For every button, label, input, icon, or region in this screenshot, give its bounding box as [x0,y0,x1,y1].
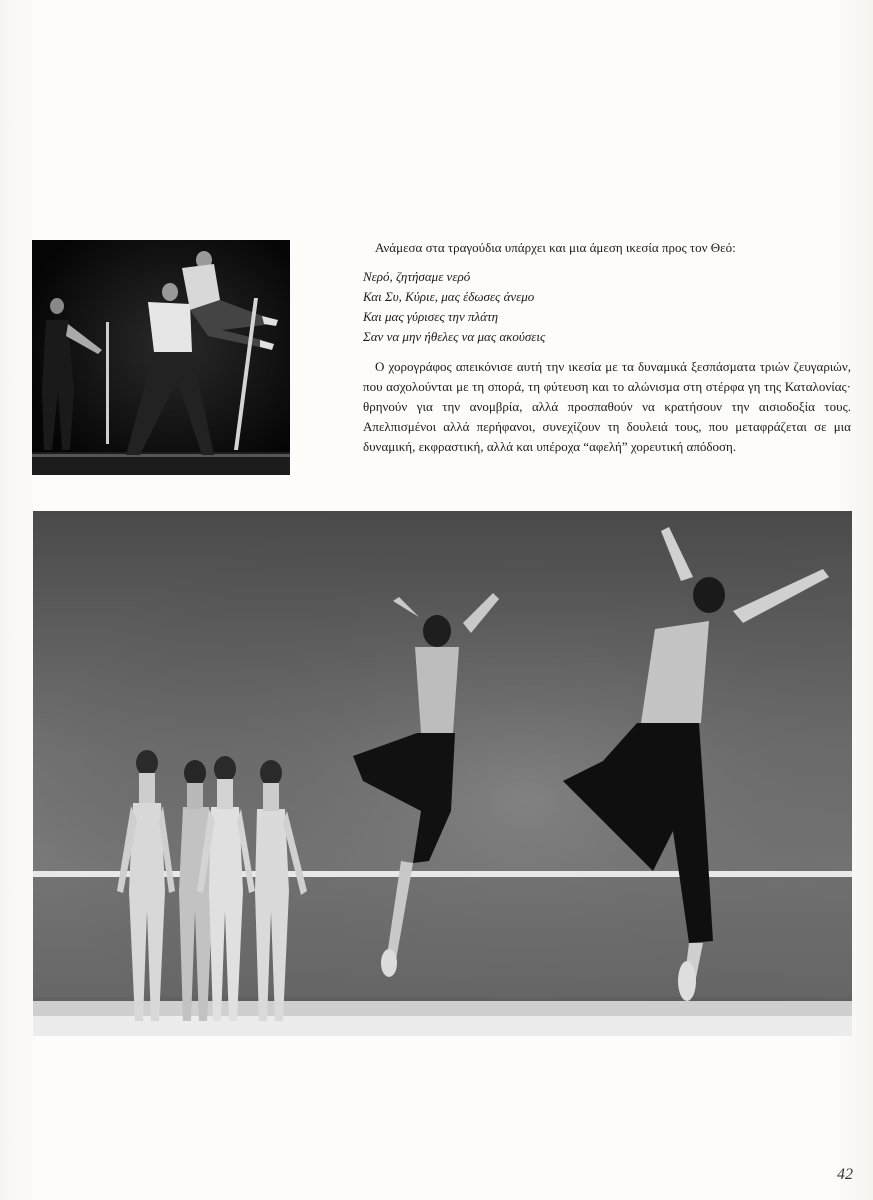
poem-line: Και μας γύρισες την πλάτη [363,309,499,324]
article-text [363,238,851,457]
poem-line: Νερό, ζητήσαμε νερό [363,269,471,284]
poem-verse [363,267,851,347]
page-number: 42 [837,1166,853,1183]
body-paragraph: Ο χορογράφος απεικόνισε αυτή την ικεσία με τα δυναμικά ξεσπάσματα τριών ζευγαριών, που ασχολούνται με τη σπορά, τη φύτευση και το αλώνισμα στη στέρφα γη της Καταλονίας· θρηνούν για την ανομβρία, αλλά προσπαθούν να κρατήσουν την αισιοδοξία τους. Απελπισμένοι αλλά περήφανοι, συνεχίζουν τη δουλειά τους, που μεταφράζεται σε μια δυναμική, εκφραστική, αλλά και υπέροχα “αφελή” χορευτική απόδοση. [363,359,851,454]
dance-photo-small [32,240,290,475]
dance-photo-large [33,511,852,1036]
intro-paragraph: Ανάμεσα στα τραγούδια υπάρχει και μια άμεση ικεσία προς τον Θεό: [375,240,736,255]
poem-line: Και Συ, Κύριε, μας έδωσες άνεμο [363,289,535,304]
poem-line: Σαν να μην ήθελες να μας ακούσεις [363,329,546,344]
